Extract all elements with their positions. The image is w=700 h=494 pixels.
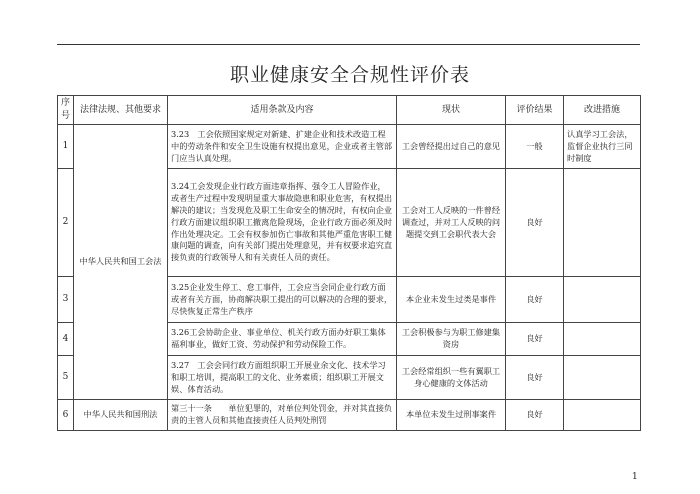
header-result: 评价结果 [506,96,564,125]
clause-cell: 3.27 工会会同行政方面组织职工开展业余文化、技术学习和职工培训，提高职工的文化、业务素质；组织职工开展文娱、体育活动。 [168,356,397,400]
status-cell: 本单位未发生过刑事案件 [397,400,506,431]
result-cell: 良好 [506,277,564,323]
status-cell: 工会经常组织一些有翼职工身心健康的文体活动 [397,356,506,400]
action-cell [564,169,641,277]
result-cell: 良好 [506,169,564,277]
row-no: 6 [58,400,74,431]
action-cell: 认真学习工会法，监督企业执行三同时制度 [564,125,641,169]
header-no: 序号 [58,96,74,125]
compliance-table [57,95,641,431]
status-cell: 本企业未发生过类是事件 [397,277,506,323]
table-row [58,400,641,431]
result-cell: 良好 [506,323,564,356]
law-cell: 中华人民共和国刑法 [74,400,168,431]
clause-cell: 3.23 工会依照国家规定对新建、扩建企业和技术改造工程中的劳动条件和安全卫生设施有权提出意见，企业或者主管部门应当认真处理。 [168,125,397,169]
row-no: 2 [58,169,74,277]
header-status: 现状 [397,96,506,125]
status-cell: 工会对工人反映的一件曾经调查过，并对工人反映的问题提交到工会职代表大会 [397,169,506,277]
clause-cell: 第三十一条 单位犯罪的，对单位判处罚金，并对其直接负责的主管人员和其他直接责任人员判处刑罚 [168,400,397,431]
row-no: 3 [58,277,74,323]
header-law: 法律法规、其他要求 [74,96,168,125]
action-cell [564,277,641,323]
row-no: 5 [58,356,74,400]
action-cell [564,400,641,431]
row-no: 4 [58,323,74,356]
clause-cell: 3.26工会协助企业、事业单位、机关行政方面办好职工集体福利事业，做好工资、劳动保护和劳动保险工作。 [168,323,397,356]
page-title: 职业健康安全合规性评价表 [229,64,470,86]
page-number: 1 [632,472,638,482]
result-cell: 良好 [506,400,564,431]
table-row [58,125,641,169]
header-clause: 适用条款及内容 [168,96,397,125]
row-no: 1 [58,125,74,169]
result-cell: 良好 [506,356,564,400]
clause-cell: 3.25企业发生停工、怠工事件，工会应当会同企业行政方面或者有关方面，协商解决职工提出的可以解决的合理的要求，尽快恢复正常生产秩序 [168,277,397,323]
clause-cell: 3.24工会发现企业行政方面违章指挥、强令工人冒险作业，或者生产过程中发现明显重大事故隐患和职业危害，有权提出解决的建议；当发现危及职工生命安全的情况时，有权向企业行政方面建议组织职工撤离危险现场，企业行政方面必须及时作出处理决定。工会有权参加伤亡事故和其他严重危害职工健康问题的调查，向有关部门提出处理意见，并有权要求追究直接负责的行政领导人和有关责任人员的责任。 [168,169,397,277]
status-cell: 工会曾经提出过自己的意见 [397,125,506,169]
header-action: 改进措施 [564,96,641,125]
action-cell [564,323,641,356]
top-rule [57,44,640,45]
status-cell: 工会积极参与为职工修建集资房 [397,323,506,356]
law-cell: 中华人民共和国工会法 [74,125,168,400]
action-cell [564,356,641,400]
header-row [58,96,641,125]
result-cell: 一般 [506,125,564,169]
